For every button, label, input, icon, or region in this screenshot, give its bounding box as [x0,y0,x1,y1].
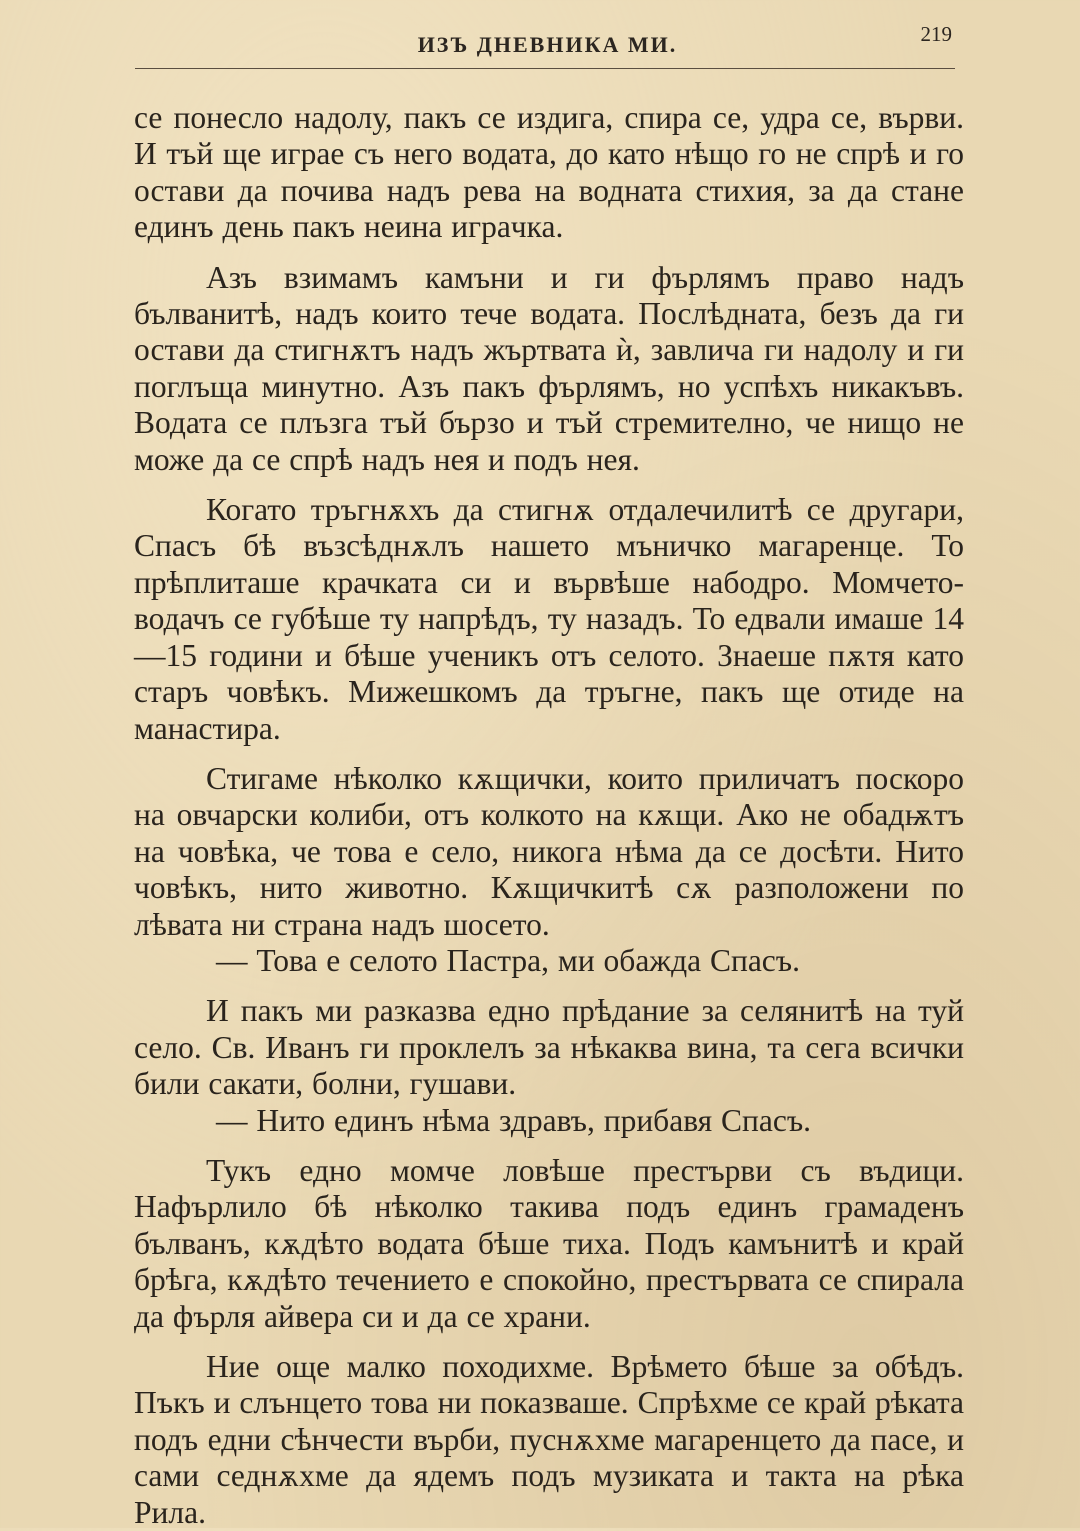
paragraph-continued: се понесло надолу, пакъ се издига, спира се, удра се, върви. И тъй ще играе съ него водата, до като нѣщо го не спрѣ и го остави да почива надъ рева на водната стихия, за да стане единъ день пакъ неина игрaчка. [134,100,964,245]
running-title: ИЗЪ ДНЕВНИКА МИ. [417,32,678,57]
running-head [135,18,960,74]
text-body [134,100,964,1531]
dialogue-line: — Това е селото Пастра, ми обажда Спасъ. [216,942,800,978]
dialogue-line: — Нито единъ нѣма здравъ, прибавя Спасъ. [216,1102,812,1138]
paragraph: Когато тръгнѫхъ да стигнѫ отдалечилитѣ се другари, Спасъ бѣ възсѣднѫлъ нашето мъничко магаренце. То прѣплиташе крачката си и вървѣше набодро. Момчето-водачъ се губѣше ту напрѣдъ, ту назадъ. То едвали имаше 14—15 години и бѣше ученикъ отъ селото. Знаеше пѫтя като старъ човѣкъ. Мижешкомъ да тръгне, пакъ ще отиде на манастира. [134,492,964,746]
header-rule [135,68,955,69]
paragraph: Ние още малко походихме. Врѣмето бѣше за обѣдъ. Пъкъ и слънцето това ни показваше. Спрѣхме се край рѣката подъ едни сѣнчести върби, пуснѫхме магаренцето да пасе, и сами седнѫхме да ядемъ подъ музиката и такта на рѣка Рила. [134,1349,964,1530]
paragraph: Тукъ едно момче ловѣше престърви съ въдици. Нафърлило бѣ нѣколко такива подъ единъ грамаденъ бълванъ, кѫдѣто водата бѣше тиха. Подъ камънитѣ и край брѣга, кѫдѣто течението е спокойно, престървата се спирала да фърля айвера си и да се храни. [134,1152,964,1334]
paragraph: Азъ взимамъ камъни и ги фърлямъ право надъ бълванитѣ, надъ които тече водата. Послѣдната, безъ да ги остави да стигнѫтъ надъ жъртвата ѝ, завлича ги надолу и ги поглъща минутно. Азъ пакъ фърлямъ, но успѣхъ никакъвъ. Водата се плъзга тъй бързо и тъй стремително, че нищо не може да се спрѣ надъ нея и подъ нея. [134,259,964,477]
page-number: 219 [920,22,952,46]
paragraph: Стигаме нѣколко кѫщички, които приличатъ поскоро на овчарски колиби, отъ колкото на кѫщи. Ако не обадѭтъ на човѣка, че това е село, никога нѣма да се досѣти. Нито човѣкъ, нито животно. Кѫщичкитѣ сѫ разположени по лѣвата ни страна надъ шосето. [134,760,964,942]
paragraph: И пакъ ми разказва едно прѣдание за селянитѣ на туй село. Св. Иванъ ги проклелъ за нѣкаква вина, та сега всички били сакати, болни, гушави. [134,993,964,1102]
